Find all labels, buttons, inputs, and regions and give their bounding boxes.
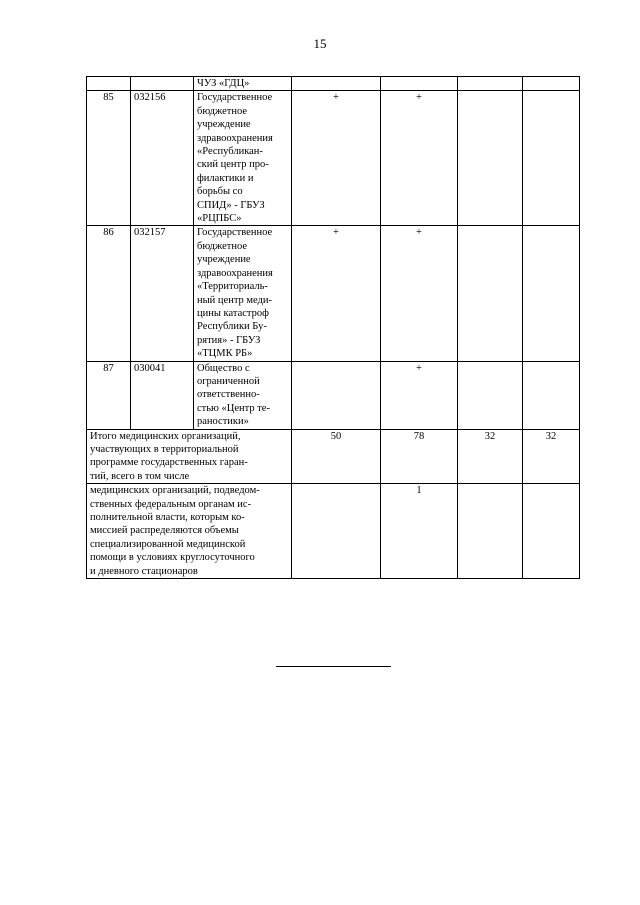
summary-label-line: помощи в условиях круглосуточного [90, 552, 255, 564]
name-line: «ТЦМК РБ» [197, 348, 253, 360]
name-line: здравоохранения [197, 267, 273, 279]
summary-col7-cell [523, 484, 580, 579]
table-row [87, 361, 580, 429]
summary-label-line: ственных федеральным органам ис- [90, 498, 252, 510]
name-line: Государственное [197, 227, 273, 239]
name-line: Республики Бу- [197, 321, 267, 333]
name-line: ский центр про- [197, 159, 269, 171]
summary-col5-cell: 78 [381, 429, 458, 484]
row-col4-cell [292, 77, 381, 91]
name-line: Общество с [197, 362, 250, 374]
summary-col4-cell: 50 [292, 429, 381, 484]
row-name-cell [194, 226, 292, 361]
summary-col4-cell [292, 484, 381, 579]
row-col6-cell [458, 226, 523, 361]
name-line: ответственно- [197, 389, 260, 401]
row-col5-cell: + [381, 226, 458, 361]
row-name-cell [194, 77, 292, 91]
row-code-cell: 030041 [131, 361, 194, 429]
table-row [87, 91, 580, 226]
name-line: бюджетное [197, 105, 248, 117]
row-col7-cell [523, 77, 580, 91]
row-number-cell: 86 [87, 226, 131, 361]
name-line: «Республикан- [197, 146, 263, 158]
row-col4-cell: + [292, 91, 381, 226]
summary-col6-cell: 32 [458, 429, 523, 484]
row-number-cell [87, 77, 131, 91]
summary-label-line: участвующих в территориальной [90, 443, 239, 455]
row-col5-cell: + [381, 361, 458, 429]
name-line: рятия» - ГБУЗ [197, 334, 261, 346]
summary-label-line: тий, всего в том числе [90, 470, 190, 482]
summary-col5-cell: 1 [381, 484, 458, 579]
name-line: учреждение [197, 119, 251, 131]
name-line: стью «Центр те- [197, 402, 270, 414]
name-line: ный центр меди- [197, 294, 273, 306]
name-line: СПИД» - ГБУЗ [197, 199, 265, 211]
row-col6-cell [458, 77, 523, 91]
row-col4-cell: + [292, 226, 381, 361]
footer-rule [276, 666, 391, 667]
row-name-cell [194, 91, 292, 226]
organizations-table [86, 76, 580, 579]
summary-label-line: специализированной медицинской [90, 538, 246, 550]
row-col6-cell [458, 91, 523, 226]
row-col7-cell [523, 361, 580, 429]
row-col5-cell [381, 77, 458, 91]
name-line: цины катастроф [197, 307, 269, 319]
summary-label-cell [87, 429, 292, 484]
summary-row-federal [87, 484, 580, 579]
summary-label-line: программе государственных гаран- [90, 457, 248, 469]
name-line: Государственное [197, 92, 273, 104]
row-code-cell: 032157 [131, 226, 194, 361]
row-number-cell: 85 [87, 91, 131, 226]
table-row [87, 77, 580, 91]
table-row [87, 226, 580, 361]
name-line: бюджетное [197, 240, 248, 252]
row-col7-cell [523, 226, 580, 361]
summary-label-line: и дневного стационаров [90, 565, 198, 577]
summary-row-total [87, 429, 580, 484]
page-number: 15 [313, 36, 327, 51]
name-line: учреждение [197, 254, 251, 266]
summary-label-line: медицинских организаций, подведом- [90, 485, 260, 497]
summary-label-cell [87, 484, 292, 579]
row-number-cell: 87 [87, 361, 131, 429]
summary-label-line: полнительной власти, которым ко- [90, 512, 245, 523]
name-line: борьбы со [197, 186, 243, 198]
name-line: раностики» [197, 416, 249, 428]
summary-col7-cell: 32 [523, 429, 580, 484]
summary-col6-cell [458, 484, 523, 579]
name-line: ЧУЗ «ГДЦ» [197, 78, 250, 89]
row-code-cell [131, 77, 194, 91]
row-col6-cell [458, 361, 523, 429]
name-line: «Территориаль- [197, 281, 268, 293]
row-col5-cell: + [381, 91, 458, 226]
name-line: здравоохранения [197, 132, 273, 144]
row-col4-cell [292, 361, 381, 429]
summary-label-line: миссией распределяются объемы [90, 525, 239, 537]
summary-label-line: Итого медицинских организаций, [90, 430, 241, 442]
name-line: филактики и [197, 172, 254, 184]
name-line: ограниченной [197, 375, 260, 387]
row-col7-cell [523, 91, 580, 226]
row-name-cell [194, 361, 292, 429]
row-code-cell: 032156 [131, 91, 194, 226]
name-line: «РЦПБС» [197, 213, 242, 225]
